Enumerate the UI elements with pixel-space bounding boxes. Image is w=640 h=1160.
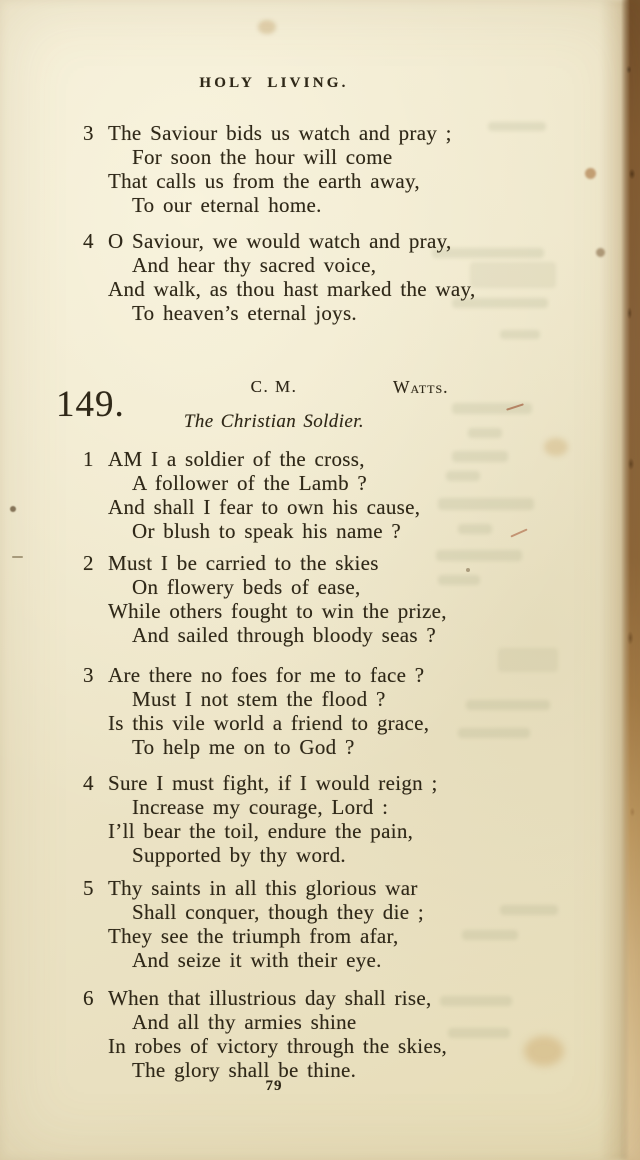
foxing-spot	[258, 20, 276, 34]
verse-line: For soon the hour will come	[132, 145, 393, 169]
verse-line: And walk, as thou hast marked the way,	[108, 277, 476, 301]
bleed-through-mark	[500, 330, 540, 339]
page-number: 79	[265, 1078, 283, 1094]
verse-line: They see the triumph from afar,	[108, 924, 399, 948]
bleed-through-mark	[448, 1028, 510, 1038]
verse-number: 1	[83, 447, 94, 471]
bleed-through-mark	[440, 996, 512, 1006]
hymn-title: The Christian Soldier.	[183, 411, 365, 432]
ink-speck	[10, 506, 16, 512]
verse-line: Is this vile world a friend to grace,	[108, 711, 430, 735]
verse-line: That calls us from the earth away,	[108, 169, 420, 193]
pencil-dash	[12, 556, 23, 558]
verse-line: Thy saints in all this glorious war	[108, 876, 418, 900]
bleed-through-mark	[458, 728, 530, 738]
verse-line: To heaven’s eternal joys.	[132, 301, 357, 325]
bleed-through-mark	[452, 451, 508, 462]
verse-number: 4	[83, 229, 94, 253]
bleed-through-mark	[498, 648, 558, 672]
verse-line: To our eternal home.	[132, 193, 322, 217]
running-header: HOLY LIVING.	[199, 75, 349, 91]
stanza-5	[83, 876, 425, 972]
verse-line: And sailed through bloody seas ?	[132, 623, 436, 647]
bleed-through-mark	[470, 262, 556, 288]
bleed-through-mark	[488, 122, 546, 131]
stanza-1	[83, 447, 421, 543]
verse-line: Must I be carried to the skies	[108, 551, 379, 575]
scratch-mark	[506, 403, 524, 410]
bleed-through-mark	[436, 550, 522, 561]
verse-line: Are there no foes for me to face ?	[108, 663, 425, 687]
verse-line: While others fought to win the prize,	[108, 599, 447, 623]
verse-line: The Saviour bids us watch and pray ;	[108, 121, 452, 145]
hymn-meter: C. M.	[250, 377, 298, 396]
stanza-4	[83, 771, 438, 867]
stanza-3	[83, 663, 430, 759]
verse-number: 5	[83, 876, 94, 900]
verse-line: Supported by thy word.	[132, 843, 346, 867]
verse-line: I’ll bear the toil, endure the pain,	[108, 819, 414, 843]
verse-line: And seize it with their eye.	[132, 948, 382, 972]
scratch-mark	[510, 528, 527, 537]
verse-line: The glory shall be thine.	[132, 1058, 357, 1082]
verse-line: AM I a soldier of the cross,	[108, 447, 365, 471]
bleed-through-mark	[466, 700, 550, 710]
verse-line: Must I not stem the flood ?	[132, 687, 386, 711]
hymn-author: Watts.	[393, 377, 449, 397]
verse-line: And hear thy sacred voice,	[132, 253, 377, 277]
bleed-through-mark	[438, 498, 534, 510]
stanza-prev-4	[83, 229, 476, 325]
ink-speck	[466, 568, 470, 572]
foxing-spot	[585, 168, 596, 179]
hymn-number: 149.	[56, 384, 125, 425]
verse-line: In robes of victory through the skies,	[108, 1034, 448, 1058]
verse-number: 3	[83, 663, 94, 687]
verse-line: And shall I fear to own his cause,	[108, 495, 421, 519]
stanza-6	[83, 986, 448, 1082]
verse-line: To help me on to God ?	[132, 735, 355, 759]
verse-number: 4	[83, 771, 94, 795]
verse-line: Sure I must fight, if I would reign ;	[108, 771, 438, 795]
verse-line: And all thy armies shine	[132, 1010, 357, 1034]
verse-line: On flowery beds of ease,	[132, 575, 361, 599]
book-page-edge	[621, 0, 640, 1160]
verse-line: O Saviour, we would watch and pray,	[108, 229, 452, 253]
verse-line: A follower of the Lamb ?	[132, 471, 368, 495]
bleed-through-mark	[446, 471, 480, 481]
bleed-through-mark	[462, 930, 518, 940]
foxing-spot	[524, 1036, 564, 1066]
verse-number: 6	[83, 986, 94, 1010]
verse-number: 3	[83, 121, 94, 145]
verse-line: Increase my courage, Lord :	[132, 795, 389, 819]
verse-number: 2	[83, 551, 94, 575]
verse-line: Or blush to speak his name ?	[132, 519, 402, 543]
verse-line: Shall conquer, though they die ;	[132, 900, 425, 924]
bleed-through-mark	[500, 905, 558, 915]
stanza-2	[83, 551, 447, 647]
stanza-prev-3	[83, 121, 452, 217]
foxing-spot	[544, 438, 568, 456]
bleed-through-mark	[458, 524, 492, 534]
verse-line: When that illustrious day shall rise,	[108, 986, 432, 1010]
